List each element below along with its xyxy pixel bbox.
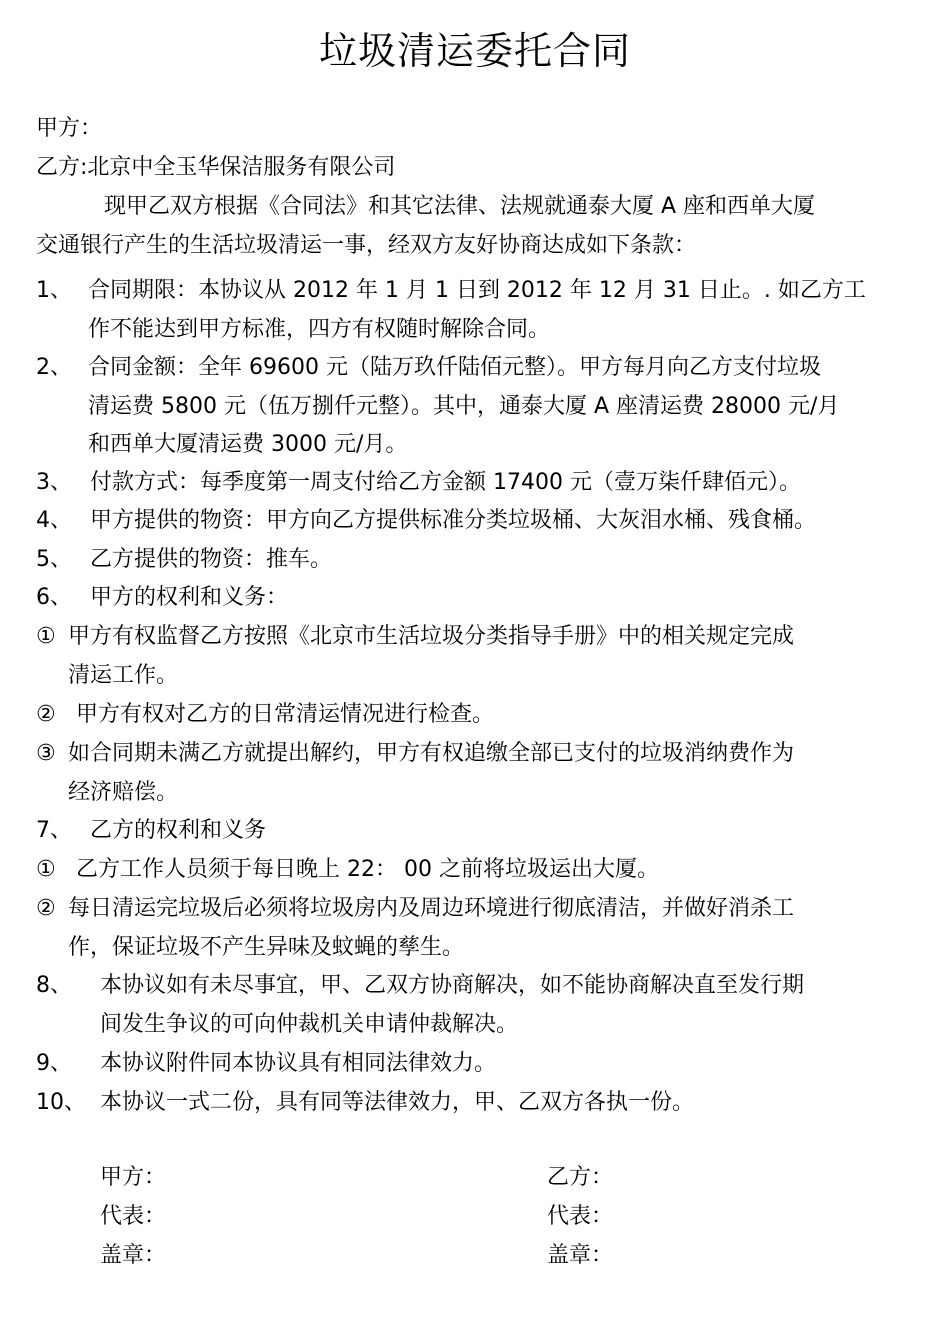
document-title: 垃圾清运委托合同 — [318, 29, 631, 73]
clause-9-line-1: 本协议附件同本协议具有相同法律效力。 — [100, 1051, 497, 1076]
signature-seal-a: 盖章： — [100, 1243, 167, 1268]
clause-8-number: 8、 — [36, 973, 72, 998]
clause-8-line-2: 间发生争议的可向仲裁机关申请仲裁解决。 — [100, 1012, 519, 1037]
clause-7-number: 7、 — [36, 818, 72, 843]
clause-4-line-1: 甲方提供的物资：甲方向乙方提供标准分类垃圾桶、大灰泪水桶、残食桶。 — [90, 508, 817, 533]
clause-6-sub-3-line-1: 如合同期未满乙方就提出解约，甲方有权追缴全部已支付的垃圾消纳费作为 — [68, 741, 795, 766]
clause-3-number: 3、 — [36, 470, 72, 495]
clause-7-sub-1-line-1: 乙方工作人员须于每日晚上 22： 00 之前将垃圾运出大厦。 — [76, 857, 659, 882]
clause-5-number: 5、 — [36, 547, 72, 572]
clause-7-sub-1-number: ① — [36, 857, 56, 882]
clause-1-number: 1、 — [36, 278, 72, 303]
clause-2-line-1: 合同金额：全年 69600 元（陆万玖仟陆佰元整）。甲方每月向乙方支付垃圾 — [88, 355, 821, 380]
clause-6-sub-1-line-2: 清运工作。 — [68, 663, 179, 688]
clause-6-sub-1-line-1: 甲方有权监督乙方按照《北京市生活垃圾分类指导手册》中的相关规定完成 — [68, 624, 795, 649]
clause-6-sub-2-line-1: 甲方有权对乙方的日常清运情况进行检查。 — [76, 702, 495, 727]
clause-6-sub-3-line-2: 经济赔偿。 — [68, 780, 179, 805]
clause-6-line-1: 甲方的权利和义务： — [90, 585, 289, 610]
signature-representative-a: 代表： — [100, 1204, 167, 1229]
clause-5-line-1: 乙方提供的物资：推车。 — [90, 547, 333, 572]
clause-7-sub-2-line-2: 作，保证垃圾不产生异味及蚊蝇的孳生。 — [68, 935, 465, 960]
clause-6-sub-2-number: ② — [36, 702, 56, 727]
clause-7-sub-2-number: ② — [36, 896, 56, 921]
clause-6-number: 6、 — [36, 585, 72, 610]
signature-representative-b: 代表： — [547, 1204, 614, 1229]
clause-6-sub-1-number: ① — [36, 624, 56, 649]
clause-8-line-1: 本协议如有未尽事宜，甲、乙双方协商解决，如不能协商解决直至发行期 — [100, 973, 805, 998]
signature-party-a: 甲方： — [100, 1165, 167, 1190]
clause-10-number: 10、 — [36, 1090, 86, 1115]
clause-7-line-1: 乙方的权利和义务 — [90, 818, 267, 843]
intro-line-2: 交通银行产生的生活垃圾清运一事，经双方友好协商达成如下条款： — [36, 233, 697, 258]
party-b-line: 乙方:北京中全玉华保洁服务有限公司 — [36, 155, 396, 180]
clause-2-number: 2、 — [36, 355, 72, 380]
clause-1-line-1: 合同期限：本协议从 2012 年 1 月 1 日到 2012 年 12 月 31 日止。. 如乙方工 — [88, 278, 866, 303]
clause-7-sub-2-line-1: 每日清运完垃圾后必须将垃圾房内及周边环境进行彻底清洁，并做好消杀工 — [68, 896, 795, 921]
signature-party-b: 乙方： — [547, 1165, 614, 1190]
clause-6-sub-3-number: ③ — [36, 741, 56, 766]
party-a-line: 甲方： — [36, 116, 103, 141]
clause-4-number: 4、 — [36, 508, 72, 533]
clause-2-line-3: 和西单大厦清运费 3000 元/月。 — [88, 432, 408, 457]
clause-9-number: 9、 — [36, 1051, 72, 1076]
clause-2-line-2: 清运费 5800 元（伍万捌仟元整）。其中，通泰大厦 A 座清运费 28000 元/月 — [88, 394, 840, 419]
intro-line-1: 现甲乙双方根据《合同法》和其它法律、法规就通泰大厦 A 座和西单大厦 — [104, 194, 816, 219]
clause-3-line-1: 付款方式：每季度第一周支付给乙方金额 17400 元（壹万柒仟肆佰元）。 — [90, 470, 801, 495]
clause-1-line-2: 作不能达到甲方标准，四方有权随时解除合同。 — [88, 317, 551, 342]
clause-10-line-1: 本协议一式二份，具有同等法律效力，甲、乙双方各执一份。 — [100, 1090, 695, 1115]
signature-seal-b: 盖章： — [547, 1243, 614, 1268]
